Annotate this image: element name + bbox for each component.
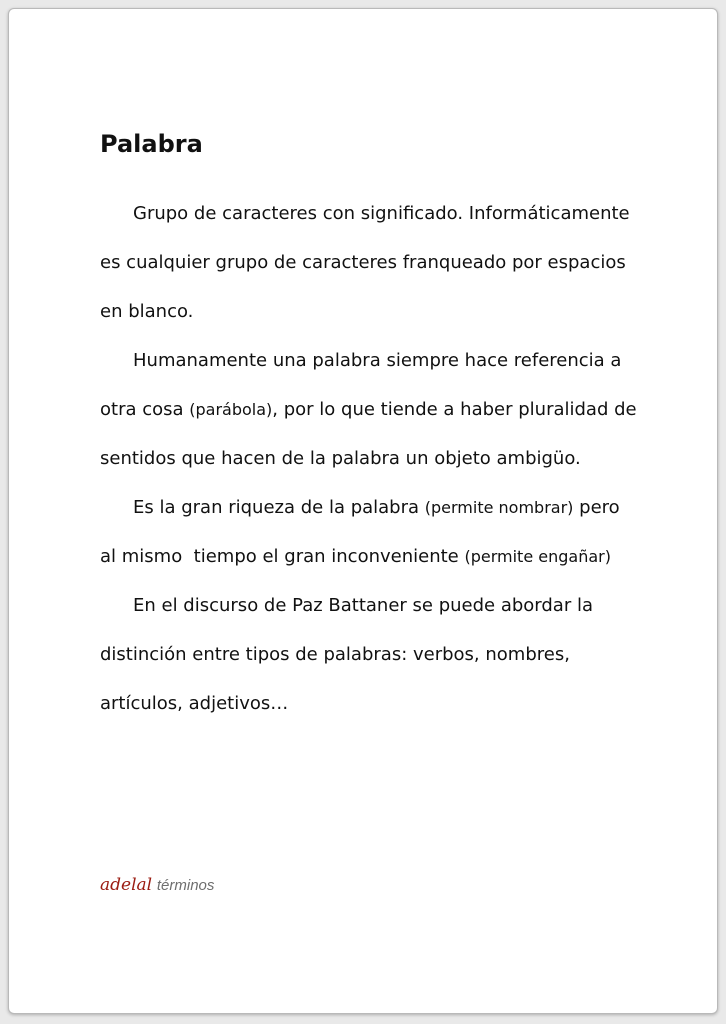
page-title: Palabra [100, 130, 203, 158]
paragraph-text: pero al mismo tiempo el gran inconveniente [100, 497, 626, 567]
paragraph [100, 189, 640, 336]
paragraph-text: Es la gran riqueza de la palabra [133, 497, 425, 518]
footer [100, 875, 214, 896]
brand-logo: adelal [100, 875, 153, 895]
parenthetical-text: (permite engañar) [464, 547, 611, 566]
paragraph [100, 581, 640, 728]
paragraph-text: Humanamente una palabra siempre hace referencia a otra cosa [100, 350, 628, 420]
paragraphs [100, 189, 643, 728]
parenthetical-text: (permite nombrar) [424, 498, 574, 517]
paragraph [100, 336, 643, 483]
paragraph-text: Grupo de caracteres con significado. Informáticamente es cualquier grupo de caracteres franqueado por espacios en blanco. [100, 203, 636, 322]
section-label: términos [156, 877, 215, 894]
paragraph-text: En el discurso de Paz Battaner se puede abordar la distinción entre tipos de palabras: verbos, nombres, artículos, adjetivos… [100, 595, 599, 714]
paragraph-text: , por lo que tiende a haber pluralidad de sentidos que hacen de la palabra un objeto ambigüo. [100, 399, 643, 469]
document-body [100, 127, 643, 728]
paragraph [100, 483, 640, 581]
parenthetical-text: (parábola) [189, 400, 273, 419]
page [8, 8, 718, 1014]
